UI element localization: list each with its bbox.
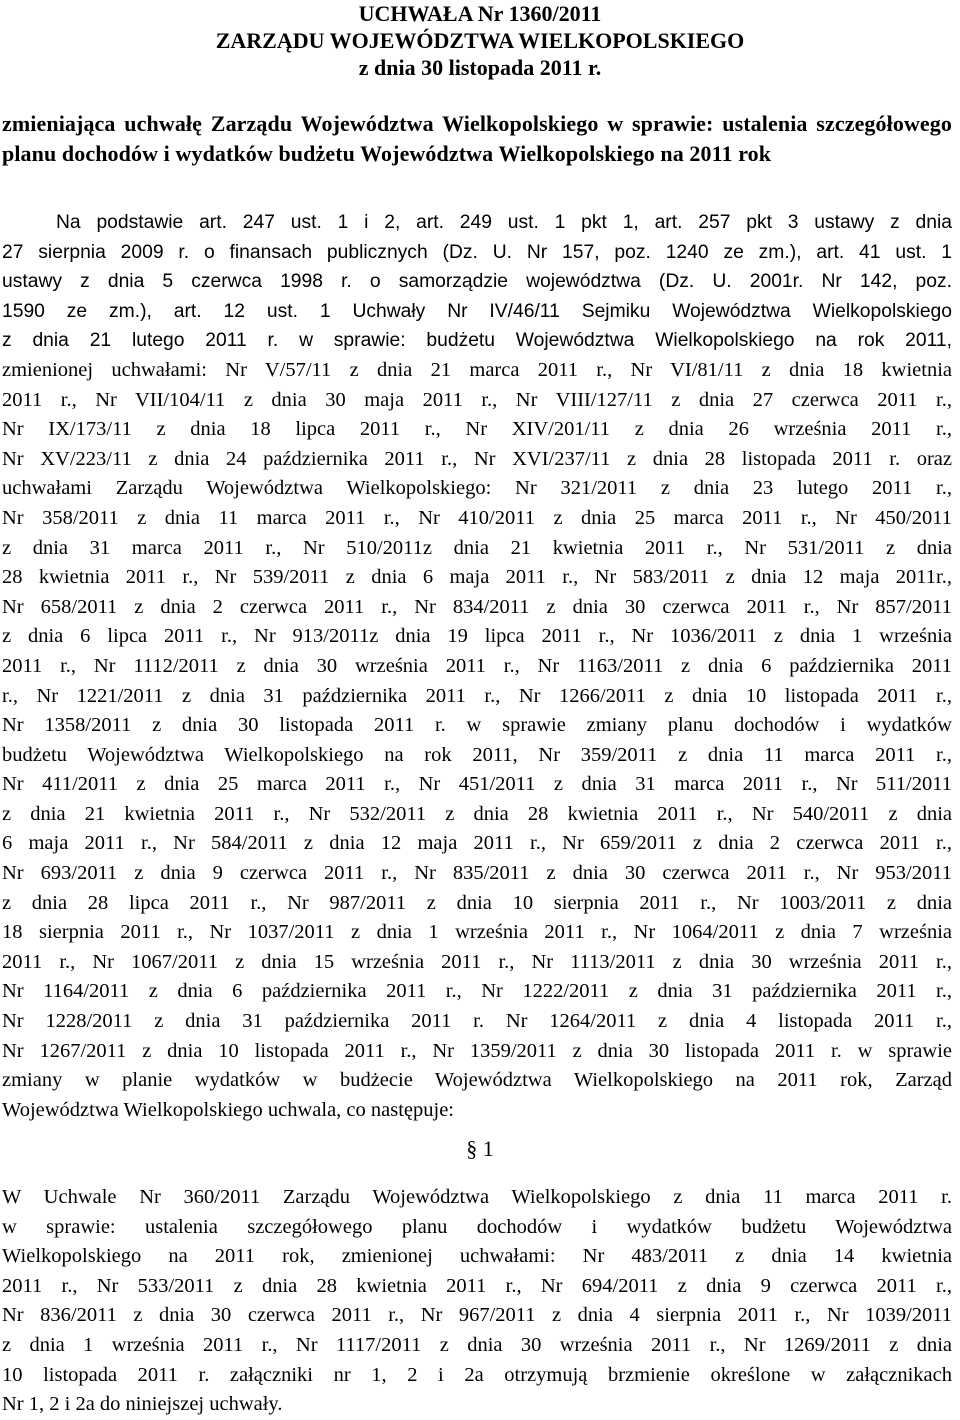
- resolution-number: UCHWAŁA Nr 1360/2011: [358, 1, 602, 26]
- legal-basis-line: z dnia 21 kwietnia 2011 r., Nr 532/2011 z dnia 28 kwietnia 2011 r., Nr 540/2011 z dnia: [2, 802, 952, 825]
- legal-basis-line: zmiany w planie wydatków w budżecie Województwa Wielkopolskiego na 2011 rok, Zarząd: [2, 1069, 952, 1092]
- section-1-text: [2, 1183, 952, 1420]
- legal-basis-line: Nr IX/173/11 z dnia 18 lipca 2011 r., Nr XIV/201/11 z dnia 26 września 2011 r.,: [2, 418, 952, 441]
- legal-basis-line: 27 sierpnia 2009 r. o finansach publicznych (Dz. U. Nr 157, poz. 1240 ze zm.), art. 41 ust. 1: [2, 241, 952, 263]
- section-1-line: w sprawie: ustalenia szczegółowego planu dochodów i wydatków budżetu Województwa: [2, 1215, 952, 1238]
- legal-basis-line: ustawy z dnia 5 czerwca 1998 r. o samorządzie województwa (Dz. U. 2001r. Nr 142, poz.: [2, 271, 952, 293]
- section-1-line: 2011 r., Nr 533/2011 z dnia 28 kwietnia 2011 r., Nr 694/2011 z dnia 9 czerwca 2011 r.,: [2, 1274, 952, 1297]
- legal-basis-line: Nr 1228/2011 z dnia 31 października 2011 r. Nr 1264/2011 z dnia 4 listopada 2011 r.,: [2, 1010, 952, 1033]
- legal-basis-line: 2011 r., Nr 1112/2011 z dnia 30 września 2011 r., Nr 1163/2011 z dnia 6 października 2011: [2, 654, 952, 677]
- legal-basis-line: Nr 1267/2011 z dnia 10 listopada 2011 r., Nr 1359/2011 z dnia 30 listopada 2011 r. w sprawie: [2, 1039, 952, 1062]
- legal-basis-line: Województwa Wielkopolskiego uchwala, co następuje:: [2, 1098, 455, 1121]
- section-1-line: W Uchwale Nr 360/2011 Zarządu Województwa Wielkopolskiego z dnia 11 marca 2011 r.: [2, 1186, 952, 1208]
- legal-basis-line: Nr 658/2011 z dnia 2 czerwca 2011 r., Nr 834/2011 z dnia 30 czerwca 2011 r., Nr 857/2011: [2, 595, 952, 618]
- legal-basis-line: 18 sierpnia 2011 r., Nr 1037/2011 z dnia 1 września 2011 r., Nr 1064/2011 z dnia 7 września: [2, 921, 952, 944]
- document-header: [0, 0, 960, 81]
- legal-basis-line: Na podstawie art. 247 ust. 1 i 2, art. 249 ust. 1 pkt 1, art. 257 pkt 3 ustawy z dnia: [56, 212, 952, 233]
- legal-basis-paragraph: [2, 208, 952, 1125]
- legal-basis-line: zmienionej uchwałami: Nr V/57/11 z dnia 21 marca 2011 r., Nr VI/81/11 z dnia 18 kwietnia: [2, 358, 952, 381]
- legal-basis-line: Nr 1358/2011 z dnia 30 listopada 2011 r. w sprawie zmiany planu dochodów i wydatków: [2, 714, 952, 737]
- legal-basis-line: 28 kwietnia 2011 r., Nr 539/2011 z dnia 6 maja 2011 r., Nr 583/2011 z dnia 12 maja 2011r.,: [2, 566, 952, 589]
- section-1-line: Nr 1, 2 i 2a do niniejszej uchwały.: [2, 1393, 283, 1416]
- legal-basis-line: Nr XV/223/11 z dnia 24 października 2011 r., Nr XVI/237/11 z dnia 28 listopada 2011 r. oraz: [2, 447, 952, 470]
- resolution-date: z dnia 30 listopada 2011 r.: [358, 55, 602, 80]
- legal-basis-line: z dnia 6 lipca 2011 r., Nr 913/2011z dnia 19 lipca 2011 r., Nr 1036/2011 z dnia 1 września: [2, 625, 952, 648]
- legal-basis-line: z dnia 28 lipca 2011 r., Nr 987/2011 z dnia 10 sierpnia 2011 r., Nr 1003/2011 z dnia: [2, 891, 952, 914]
- legal-basis-line: z dnia 21 lutego 2011 r. w sprawie: budżetu Województwa Wielkopolskiego na rok 2011,: [2, 330, 952, 352]
- legal-basis-line: z dnia 31 marca 2011 r., Nr 510/2011z dnia 21 kwietnia 2011 r., Nr 531/2011 z dnia: [2, 536, 952, 559]
- legal-basis-line: Nr 358/2011 z dnia 11 marca 2011 r., Nr 410/2011 z dnia 25 marca 2011 r., Nr 450/2011: [2, 506, 952, 529]
- section-1-line: 10 listopada 2011 r. załączniki nr 1, 2 i 2a otrzymują brzmienie określone w załącznikach: [2, 1363, 952, 1386]
- legal-basis-line: r., Nr 1221/2011 z dnia 31 października 2011 r., Nr 1266/2011 z dnia 10 listopada 2011 r.,: [2, 684, 952, 707]
- issuing-authority: ZARZĄDU WOJEWÓDZTWA WIELKOPOLSKIEGO: [215, 28, 745, 53]
- legal-basis-line: 2011 r., Nr 1067/2011 z dnia 15 września 2011 r., Nr 1113/2011 z dnia 30 września 2011 r.,: [2, 950, 952, 973]
- legal-basis-line: Nr 1164/2011 z dnia 6 października 2011 r., Nr 1222/2011 z dnia 31 października 2011 r.,: [2, 980, 952, 1003]
- legal-basis-line: 1590 ze zm.), art. 12 ust. 1 Uchwały Nr IV/46/11 Sejmiku Województwa Wielkopolskiego: [2, 300, 952, 322]
- section-mark: § 1: [466, 1136, 494, 1161]
- legal-basis-line: budżetu Województwa Wielkopolskiego na rok 2011, Nr 359/2011 z dnia 11 marca 2011 r.,: [2, 743, 952, 766]
- legal-basis-line: 2011 r., Nr VII/104/11 z dnia 30 maja 2011 r., Nr VIII/127/11 z dnia 27 czerwca 2011 r.,: [2, 388, 952, 411]
- section-1-line: Wielkopolskiego na 2011 rok, zmienionej uchwałami: Nr 483/2011 z dnia 14 kwietnia: [2, 1245, 952, 1268]
- legal-basis-line: Nr 411/2011 z dnia 25 marca 2011 r., Nr 451/2011 z dnia 31 marca 2011 r., Nr 511/2011: [2, 773, 952, 796]
- legal-basis-line: Nr 693/2011 z dnia 9 czerwca 2011 r., Nr 835/2011 z dnia 30 czerwca 2011 r., Nr 953/2011: [2, 862, 952, 885]
- section-1-line: Nr 836/2011 z dnia 30 czerwca 2011 r., Nr 967/2011 z dnia 4 sierpnia 2011 r., Nr 1039/2011: [2, 1304, 952, 1327]
- resolution-subject: zmieniająca uchwałę Zarządu Województwa Wielkopolskiego w sprawie: ustalenia szczegółowego planu dochodów i wydatków budżetu Województwa Wielkopolskiego na 2011 rok: [2, 111, 952, 166]
- legal-basis-line: 6 maja 2011 r., Nr 584/2011 z dnia 12 maja 2011 r., Nr 659/2011 z dnia 2 czerwca 2011 r.,: [2, 832, 952, 855]
- legal-basis-line: uchwałami Zarządu Województwa Wielkopolskiego: Nr 321/2011 z dnia 23 lutego 2011 r.,: [2, 477, 952, 500]
- section-1-line: z dnia 1 września 2011 r., Nr 1117/2011 z dnia 30 września 2011 r., Nr 1269/2011 z dnia: [2, 1333, 952, 1356]
